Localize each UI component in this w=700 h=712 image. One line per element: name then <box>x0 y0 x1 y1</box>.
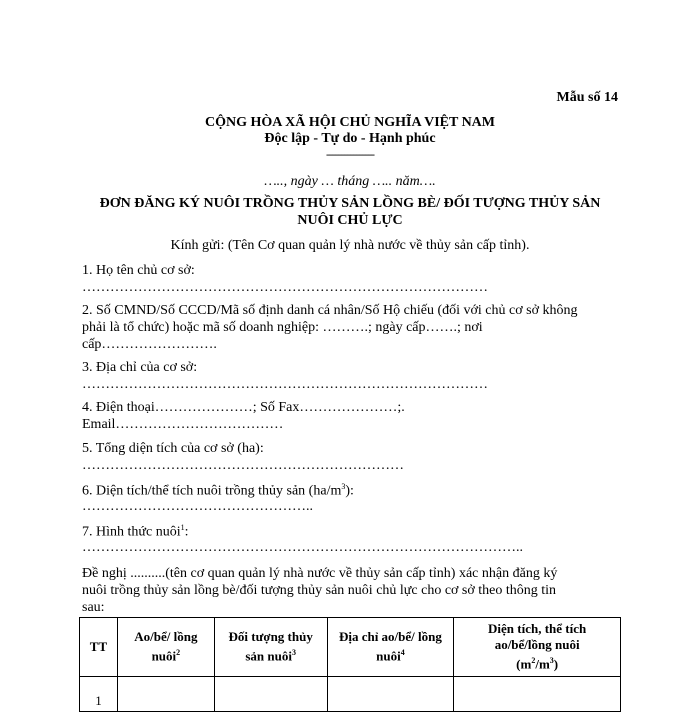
form-title-line1: ĐƠN ĐĂNG KÝ NUÔI TRỒNG THỦY SẢN LỒNG BÈ/ ĐỐI TƯỢNG THỦY SẢN <box>99 196 601 211</box>
date-line: ….., ngày … tháng ….. năm…. <box>264 174 436 189</box>
field-id-line3: cấp……………………. <box>82 337 217 352</box>
cell-tt: 1 <box>80 677 118 712</box>
field-id-line1: 2. Số CMND/Số CCCD/Mã số định danh cá nhân/Số Hộ chiếu (đối với chủ cơ sở không <box>82 303 578 318</box>
field-address-dots: …………………………………………………………………………… <box>82 377 488 392</box>
footnote-marker: 1 <box>180 523 185 532</box>
field-farming-type-label <box>82 523 188 541</box>
nation-heading: CỘNG HÒA XÃ HỘI CHỦ NGHĨA VIỆT NAM <box>204 115 495 130</box>
col-species: Đối tượng thủy sản nuôi$^3$ <box>214 618 327 677</box>
field-id-line2: phải là tổ chức) hoặc mã số doanh nghiệp: ……….; ngày cấp…….; nơi <box>82 320 483 335</box>
heading-rule: ---------------- <box>326 147 374 161</box>
request-line3: sau: <box>82 600 105 615</box>
superscript: 3 <box>341 482 346 491</box>
col-address: Địa chỉ ao/bể/ lồng nuôi$^4$ <box>327 618 454 677</box>
field-email: Email……………………………… <box>82 417 284 432</box>
field-owner-name-label: 1. Họ tên chủ cơ sở: <box>82 263 195 278</box>
field-phone-fax: 4. Điện thoại…………………; Số Fax…………………;. <box>82 400 405 415</box>
table-header-row <box>80 618 621 677</box>
field-culture-area-text: 6. Diện tích/thể tích nuôi trồng thủy sản (ha/m <box>82 483 342 499</box>
field-farming-type-colon: : <box>184 524 189 540</box>
field-farming-type-text: 7. Hình thức nuôi <box>82 524 181 540</box>
col-pond: Ao/bể/ lồng nuôi$^2$ <box>117 618 214 677</box>
col-tt: TT <box>80 618 118 677</box>
field-total-area-label: 5. Tổng diện tích của cơ sở (ha): <box>82 441 264 456</box>
cell-address <box>327 677 454 712</box>
request-line1: Đề nghị ..........(tên cơ quan quản lý nhà nước về thủy sản cấp tỉnh) xác nhận đăng ký <box>82 566 558 581</box>
cell-species <box>214 677 327 712</box>
registration-table <box>79 617 621 712</box>
motto: Độc lập - Tự do - Hạnh phúc <box>264 131 436 146</box>
field-total-area-dots: …………………………………………………………… <box>82 458 404 473</box>
cell-pond <box>117 677 214 712</box>
field-culture-area-dots: ………………………………………….. <box>82 499 313 514</box>
request-line2: nuôi trồng thủy sản lồng bè/đối tượng thủy sản nuôi chủ lực cho cơ sở theo thông tin <box>82 583 557 598</box>
field-farming-type-dots: ………………………………………………………………………………….. <box>82 540 523 555</box>
cell-area <box>454 677 621 712</box>
form-title-line2: NUÔI CHỦ LỰC <box>297 213 403 228</box>
table-row <box>80 677 621 712</box>
field-culture-area-label <box>82 482 354 500</box>
field-owner-name-dots: …………………………………………………………………………… <box>82 280 488 295</box>
field-address-label: 3. Địa chỉ của cơ sở: <box>82 360 198 375</box>
col-area: Diện tích, thể tích ao/bể/lồng nuôi $(m^2/m^3)$ <box>454 618 621 677</box>
recipient-line: Kính gửi: (Tên Cơ quan quản lý nhà nước về thủy sản cấp tỉnh). <box>170 238 530 253</box>
field-culture-area-close: ): <box>345 483 354 499</box>
form-number: Mẫu số 14 <box>556 90 618 105</box>
